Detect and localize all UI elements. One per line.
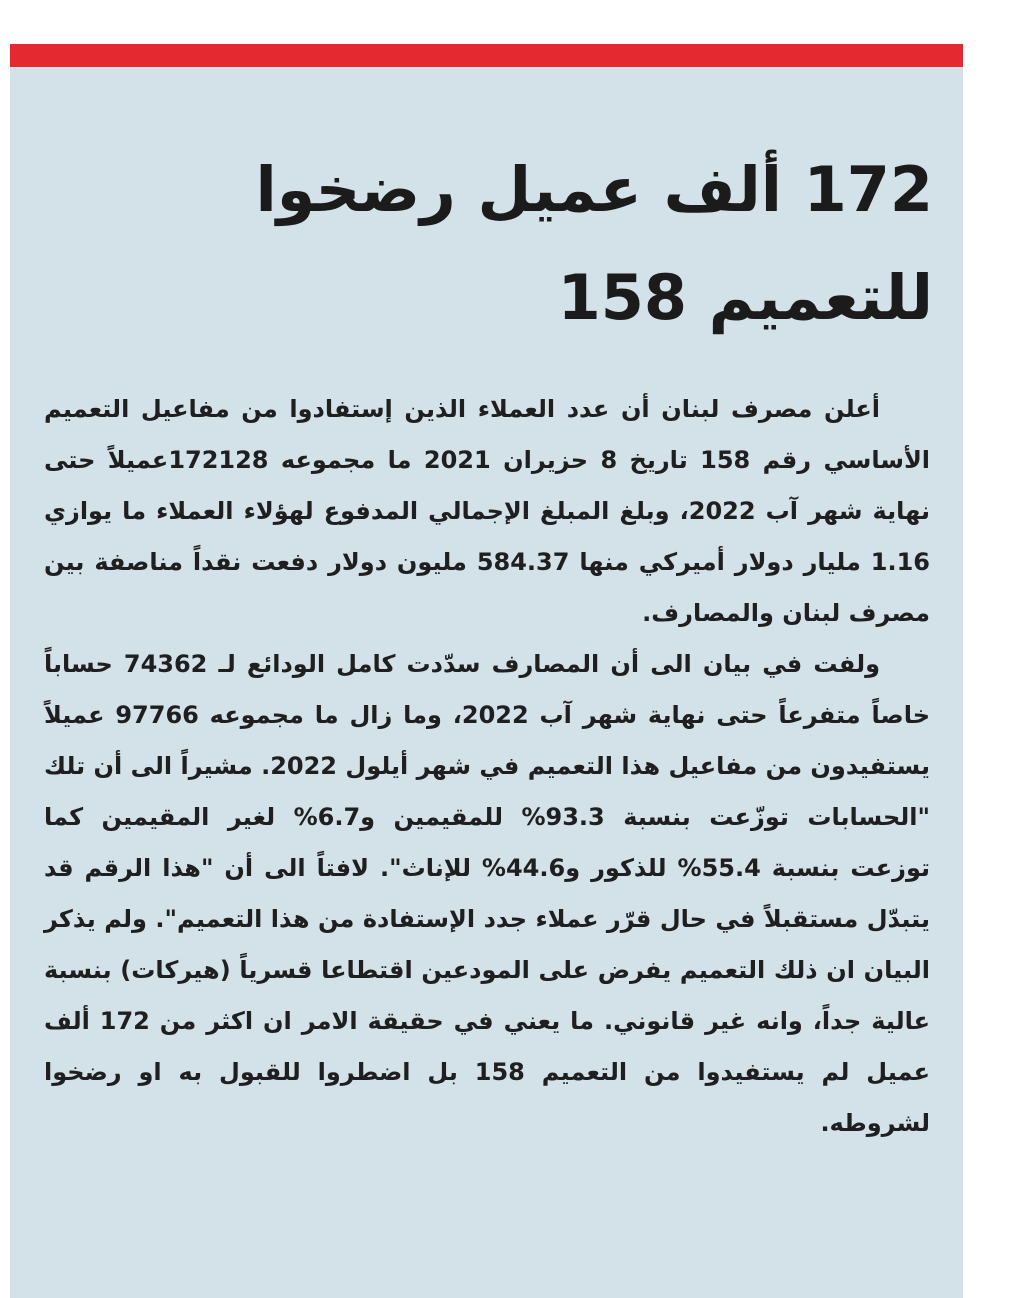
- article-paragraph-1: أعلن مصرف لبنان أن عدد العملاء الذين إستفادوا من مفاعيل التعميم الأساسي رقم 158 تاريخ 8 حزيران 2021 ما مجموعه 172128عميلاً حتى نهاية شهر آب 2022، وبلغ المبلغ الإجمالي المدفوع لهؤلاء العملاء ما يوازي 1.16 مليار دولار أميركي منها 584.37 مليون دولار دفعت نقداً مناصفة بين مصرف لبنان والمصارف.: [44, 395, 931, 627]
- article-paragraph-2: ولفت في بيان الى أن المصارف سدّدت كامل الودائع لـ 74362 حساباً خاصاً متفرعاً حتى نهاية شهر آب 2022، وما زال ما مجموعه 97766 عميلاً يستفيدون من مفاعيل هذا التعميم في شهر أيلول 2022. مشيراً الى أن تلك "الحسابات توزّعت بنسبة 93.3% للمقيمين و6.7% لغير المقيمين كما توزعت بنسبة 55.4% للذكور و44.6% للإناث". لافتاً الى أن "هذا الرقم قد يتبدّل مستقبلاً في حال قرّر عملاء جدد الإستفادة من هذا التعميم". ولم يذكر البيان ان ذلك التعميم يفرض على المودعين اقتطاعا قسرياً (هيركات) بنسبة عالية جداً، وانه غير قانوني. ما يعني في حقيقة الامر ان اكثر من 172 ألف عميل لم يستفيدوا من التعميم 158 بل اضطروا للقبول به او رضخوا لشروطه.: [44, 650, 931, 1137]
- article-body: [44, 384, 930, 1149]
- headline-line-2: للتعميم 158: [557, 261, 933, 334]
- accent-bar: [10, 44, 963, 67]
- headline-line-1: 172 ألف عميل رضخوا: [255, 153, 933, 226]
- article-headline: [50, 136, 933, 352]
- article-panel: [10, 44, 963, 1298]
